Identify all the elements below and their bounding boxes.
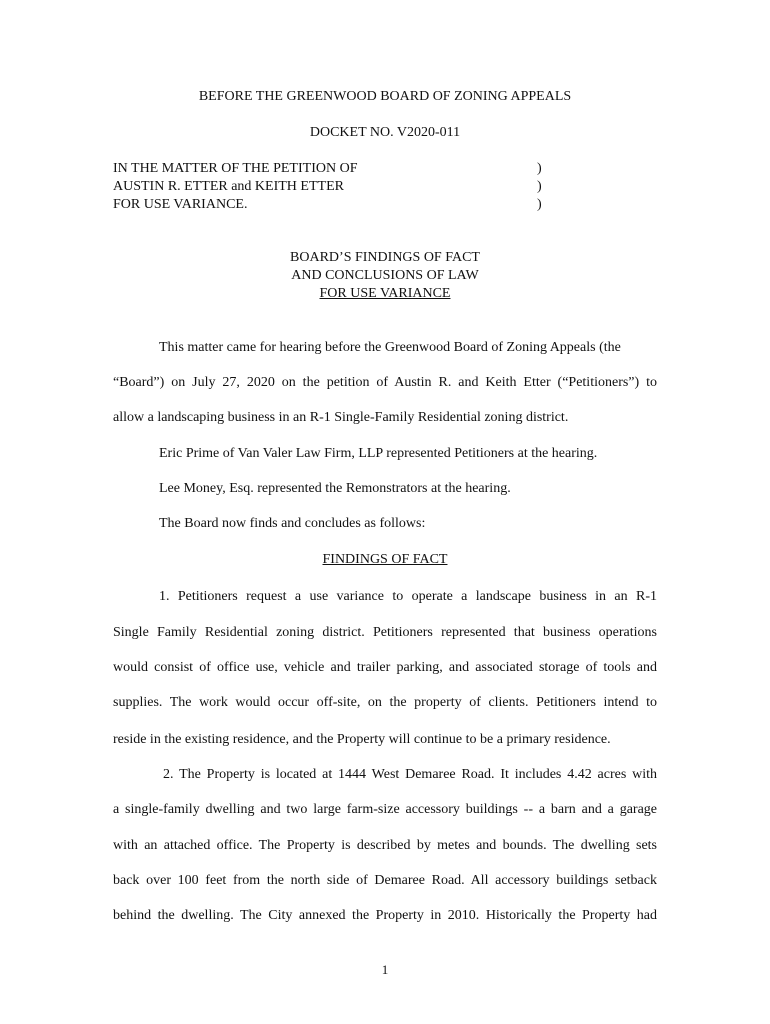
caption-row <box>113 178 553 196</box>
caption-line: FOR USE VARIANCE. <box>113 197 248 212</box>
body-line: Single Family Residential zoning district. Petitioners represented that business operations <box>113 625 657 640</box>
title-line-underlined: FOR USE VARIANCE <box>319 286 451 301</box>
body-line: with an attached office. The Property is described by metes and bounds. The dwelling sets <box>113 838 657 853</box>
caption-row <box>113 160 553 178</box>
caption-paren: ) <box>537 197 542 212</box>
caption-paren: ) <box>537 179 542 194</box>
body-line: supplies. The work would occur off-site, on the property of clients. Petitioners intend to <box>113 695 657 710</box>
body-line: would consist of office use, vehicle and trailer parking, and associated storage of tools and <box>113 660 657 675</box>
caption-line: AUSTIN R. ETTER and KEITH ETTER <box>113 179 344 194</box>
case-caption <box>113 160 553 214</box>
docket-number: DOCKET NO. V2020-011 <box>309 125 461 140</box>
board-heading: BEFORE THE GREENWOOD BOARD OF ZONING APPEALS <box>198 89 572 104</box>
body-line: The Board now finds and concludes as follows: <box>159 516 426 531</box>
body-line: behind the dwelling. The City annexed the Property in 2010. Historically the Property had <box>113 908 657 923</box>
body-line: This matter came for hearing before the Greenwood Board of Zoning Appeals (the <box>159 340 621 355</box>
title-line: AND CONCLUSIONS OF LAW <box>291 268 479 283</box>
body-line: 1. Petitioners request a use variance to operate a landscape business in an R-1 <box>159 589 657 604</box>
body-line: a single-family dwelling and two large farm-size accessory buildings -- a barn and a garage <box>113 802 657 817</box>
document-title <box>0 249 770 303</box>
caption-paren: ) <box>537 161 542 176</box>
body-line: reside in the existing residence, and the Property will continue to be a primary residence. <box>113 732 611 747</box>
body-line: Lee Money, Esq. represented the Remonstrators at the hearing. <box>159 481 511 496</box>
body-line: “Board”) on July 27, 2020 on the petition of Austin R. and Keith Etter (“Petitioners”) to <box>113 375 657 390</box>
page-number: 1 <box>381 962 389 977</box>
body-line: allow a landscaping business in an R-1 Single-Family Residential zoning district. <box>113 410 569 425</box>
caption-line: IN THE MATTER OF THE PETITION OF <box>113 161 358 176</box>
title-line: BOARD’S FINDINGS OF FACT <box>290 250 480 265</box>
body-line: Eric Prime of Van Valer Law Firm, LLP represented Petitioners at the hearing. <box>159 446 598 461</box>
findings-heading: FINDINGS OF FACT <box>322 552 448 567</box>
caption-row <box>113 196 553 214</box>
body-line: 2. The Property is located at 1444 West Demaree Road. It includes 4.42 acres with <box>163 767 657 782</box>
body-line: back over 100 feet from the north side of Demaree Road. All accessory buildings setback <box>113 873 657 888</box>
